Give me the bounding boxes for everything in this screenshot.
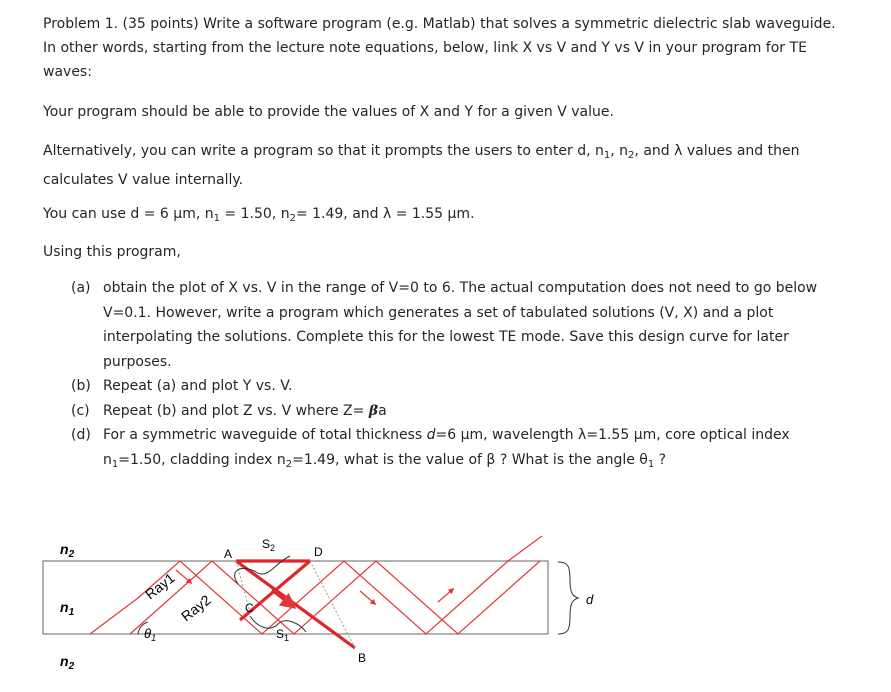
task-text: obtain the plot of X vs. V in the range of V=0 to 6. The actual computation does not need to go below V=0.1. However, write a program which generates a set of tabulated solutions (V, X) and a plot interpolating the solutions. Complete this for the lowest TE mode. Save this design curve for later purposes. xyxy=(103,280,818,370)
task-item-c xyxy=(71,399,841,424)
problem-line-2: Your program should be able to provide the values of X and Y for a given V value. xyxy=(43,104,614,120)
ray1-label: Ray1 xyxy=(141,569,178,603)
task-marker: (b) xyxy=(71,378,91,394)
thickness-d-label: d xyxy=(586,592,594,607)
ray2-label: Ray2 xyxy=(177,591,214,625)
point-c-label: C xyxy=(245,601,254,615)
problem-intro: Problem 1. (35 points) Write a software program (e.g. Matlab) that solves a symmetric dielectric slab waveguide. In other words, starting from the lecture note equations, below, link X vs V and Y vs V in your program for TE waves: xyxy=(43,16,836,80)
theta1-label: $\theta_1$ xyxy=(144,626,157,643)
problem-line-4: You can use d = 6 µm, $n_1 = 1.50$, $n_2= 1.49$, and λ = 1.55 µm. xyxy=(43,206,475,224)
task-marker: (c) xyxy=(71,402,90,419)
thickness-brace xyxy=(558,562,578,634)
s1-label: $S_1$ xyxy=(276,627,290,643)
n1-label: $n_1$ xyxy=(60,599,75,618)
wavefront-line xyxy=(310,561,355,648)
task-list xyxy=(71,276,841,477)
beta-symbol: β xyxy=(368,402,379,419)
task-item-a xyxy=(71,276,841,374)
problem-line-5: Using this program, xyxy=(43,244,181,260)
ray-arrow xyxy=(176,570,190,582)
thick-rays xyxy=(236,561,355,648)
n2-top-label: $n_2$ xyxy=(60,541,75,560)
s2-label: $S_2$ xyxy=(262,537,276,553)
task-marker: (d) xyxy=(71,427,91,443)
ray-arrow xyxy=(438,590,452,602)
task-marker: (a) xyxy=(71,280,91,296)
n2-bottom-label: $n_2$ xyxy=(60,653,75,672)
point-b-label: B xyxy=(358,651,367,665)
task-text: Repeat (a) and plot Y vs. V. xyxy=(103,378,293,394)
task-text: Repeat (b) and plot Z vs. V where Z= βa xyxy=(103,402,387,419)
ray-arrow xyxy=(360,591,374,603)
point-d-label: D xyxy=(314,545,323,559)
slab-waveguide-diagram xyxy=(0,520,891,692)
task-text: For a symmetric waveguide of total thickness d=6 µm, wavelength λ=1.55 µm, core optical index $n_1=1.50$, cladding index $n_2=1.49$, what is the value of β ? What is the angle $\theta_1$ ? xyxy=(103,427,790,470)
problem-line-3: Alternatively, you can write a program so that it prompts the users to enter d, $n_1$, $n_2$, and λ values and then calculates V value internally. xyxy=(43,143,800,188)
task-item-d xyxy=(71,423,841,477)
task-item-b xyxy=(71,374,841,399)
point-a-label: A xyxy=(224,547,233,561)
